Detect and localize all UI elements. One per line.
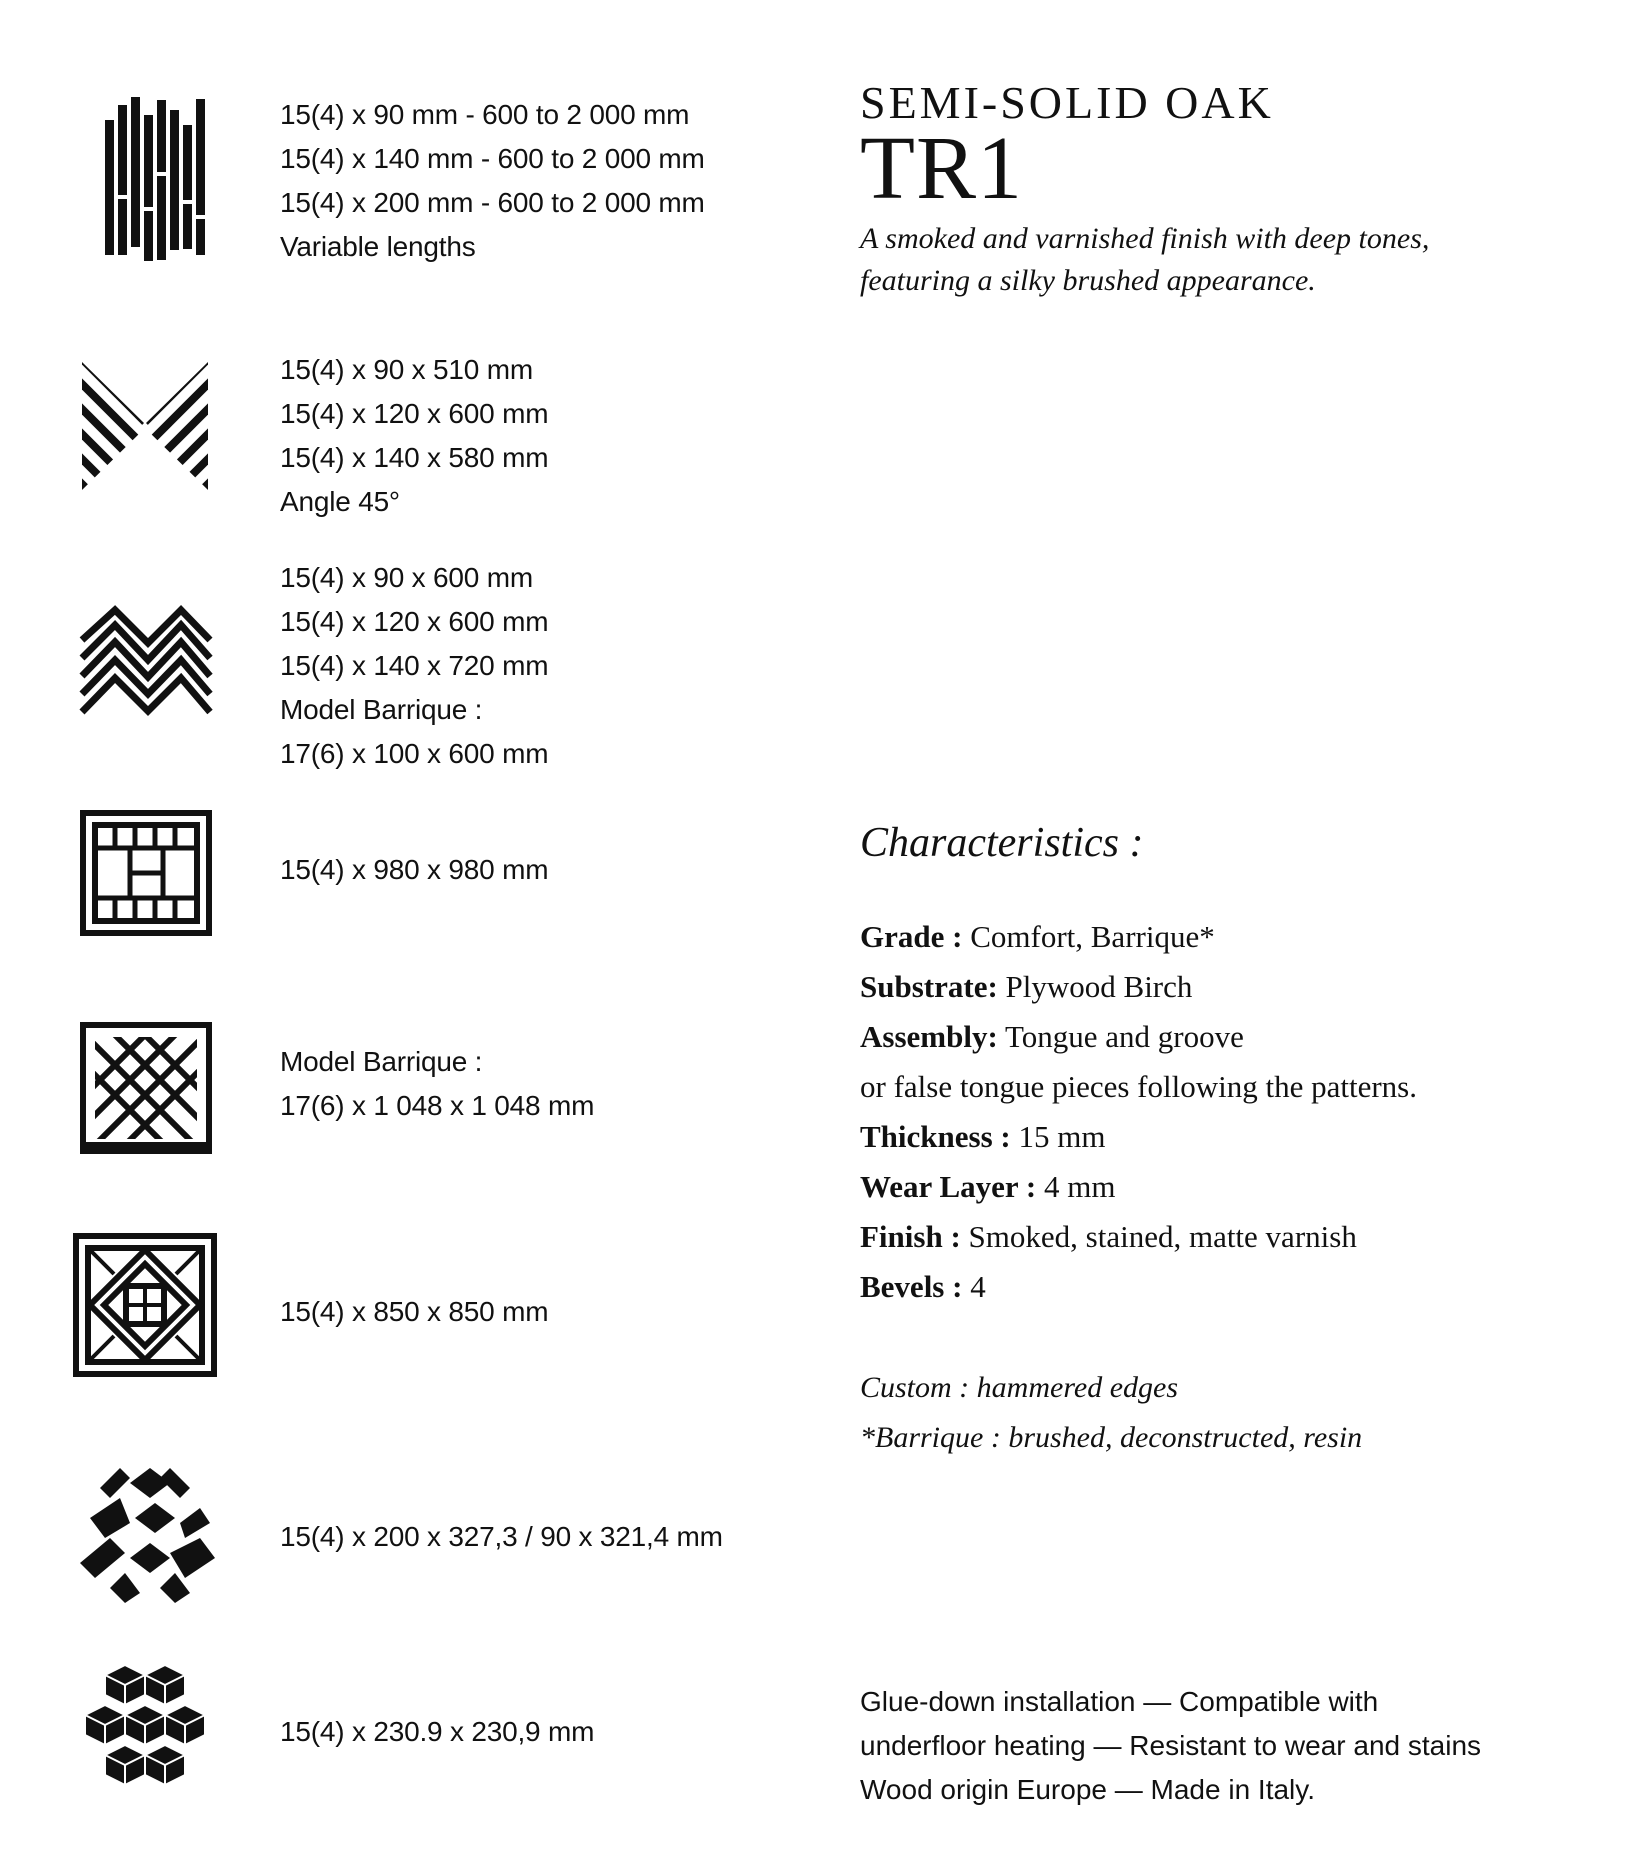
hexagonal-chevron-pattern-icon: [70, 1468, 220, 1603]
barrique-note: *Barrique : brushed, deconstructed, resin: [860, 1421, 1363, 1454]
characteristic-value: 4: [970, 1269, 986, 1304]
characteristic-assembly: [860, 1012, 1417, 1062]
spec-line: Model Barrique :: [280, 1046, 483, 1077]
characteristic-label: Assembly:: [860, 1019, 998, 1054]
characteristic-substrate: [860, 962, 1417, 1012]
pattern-spec-2: [280, 348, 548, 524]
characteristic-finish: [860, 1212, 1417, 1262]
spec-line: 15(4) x 90 mm - 600 to 2 000 mm: [280, 99, 690, 130]
spec-line: 15(4) x 140 x 720 mm: [280, 650, 549, 681]
characteristic-value: or false tongue pieces following the patterns.: [860, 1069, 1417, 1104]
diamond-panel-pattern-icon: [70, 1232, 220, 1377]
characteristics-title: Characteristics :: [860, 820, 1144, 866]
spec-line: 15(4) x 140 mm - 600 to 2 000 mm: [280, 143, 705, 174]
footer-line: Wood origin Europe — Made in Italy.: [860, 1774, 1315, 1805]
tagline-line: A smoked and varnished finish with deep tones,: [860, 222, 1430, 255]
custom-note: Custom : hammered edges: [860, 1371, 1179, 1404]
spec-line: 17(6) x 100 x 600 mm: [280, 738, 549, 769]
chevron-pattern-icon: [70, 362, 220, 492]
characteristic-label: Thickness :: [860, 1119, 1011, 1154]
woven-panel-pattern-icon: [70, 1020, 220, 1155]
characteristic-thickness: [860, 1112, 1417, 1162]
characteristic-label: Wear Layer :: [860, 1169, 1037, 1204]
characteristic-label: Grade :: [860, 919, 963, 954]
spec-line: 15(4) x 200 mm - 600 to 2 000 mm: [280, 187, 705, 218]
characteristic-assembly-continued: [860, 1062, 1417, 1112]
characteristics-list: [860, 912, 1417, 1312]
hexagon-cube-pattern-icon: [70, 1660, 220, 1790]
pattern-spec-4: [280, 848, 548, 892]
pattern-spec-8: [280, 1710, 594, 1754]
spec-line: 17(6) x 1 048 x 1 048 mm: [280, 1090, 595, 1121]
spec-line: 15(4) x 90 x 600 mm: [280, 562, 533, 593]
spec-line: Variable lengths: [280, 231, 476, 262]
characteristic-value: Comfort, Barrique*: [970, 919, 1215, 954]
plank-pattern-icon: [70, 95, 220, 265]
characteristic-grade: [860, 912, 1417, 962]
pattern-spec-7: [280, 1515, 723, 1559]
characteristic-value: 4 mm: [1043, 1169, 1116, 1204]
pattern-spec-3: [280, 556, 548, 776]
pattern-spec-1: [280, 93, 705, 269]
characteristic-value: Smoked, stained, matte varnish: [968, 1219, 1357, 1254]
characteristic-label: Substrate:: [860, 969, 998, 1004]
herringbone-pattern-icon: [70, 600, 220, 730]
spec-line: 15(4) x 120 x 600 mm: [280, 398, 549, 429]
characteristic-value: Plywood Birch: [1005, 969, 1193, 1004]
square-panel-pattern-icon: [70, 808, 220, 938]
characteristics-notes: [860, 1363, 1362, 1463]
spec-line: 15(4) x 200 x 327,3 / 90 x 321,4 mm: [280, 1521, 723, 1552]
spec-line: Model Barrique :: [280, 694, 483, 725]
product-eyebrow: SEMI-SOLID OAK: [860, 77, 1274, 128]
spec-line: 15(4) x 230.9 x 230,9 mm: [280, 1716, 595, 1747]
characteristic-wear-layer: [860, 1162, 1417, 1212]
tagline-line: featuring a silky brushed appearance.: [860, 264, 1316, 297]
spec-line: 15(4) x 140 x 580 mm: [280, 442, 549, 473]
spec-line: 15(4) x 90 x 510 mm: [280, 354, 533, 385]
characteristic-label: Bevels :: [860, 1269, 963, 1304]
product-title: TR1: [860, 119, 1024, 218]
product-tagline: [860, 218, 1429, 302]
characteristic-label: Finish :: [860, 1219, 961, 1254]
spec-line: 15(4) x 120 x 600 mm: [280, 606, 549, 637]
pattern-spec-6: [280, 1290, 548, 1334]
footer-line: underfloor heating — Resistant to wear and stains: [860, 1730, 1482, 1761]
spec-line: Angle 45°: [280, 486, 400, 517]
characteristic-bevels: [860, 1262, 1417, 1312]
spec-line: 15(4) x 980 x 980 mm: [280, 854, 549, 885]
characteristic-value: 15 mm: [1018, 1119, 1106, 1154]
characteristic-value: Tongue and groove: [1004, 1019, 1244, 1054]
installation-footer: [860, 1680, 1481, 1812]
pattern-spec-5: [280, 1040, 594, 1128]
spec-line: 15(4) x 850 x 850 mm: [280, 1296, 549, 1327]
footer-line: Glue-down installation — Compatible with: [860, 1686, 1379, 1717]
